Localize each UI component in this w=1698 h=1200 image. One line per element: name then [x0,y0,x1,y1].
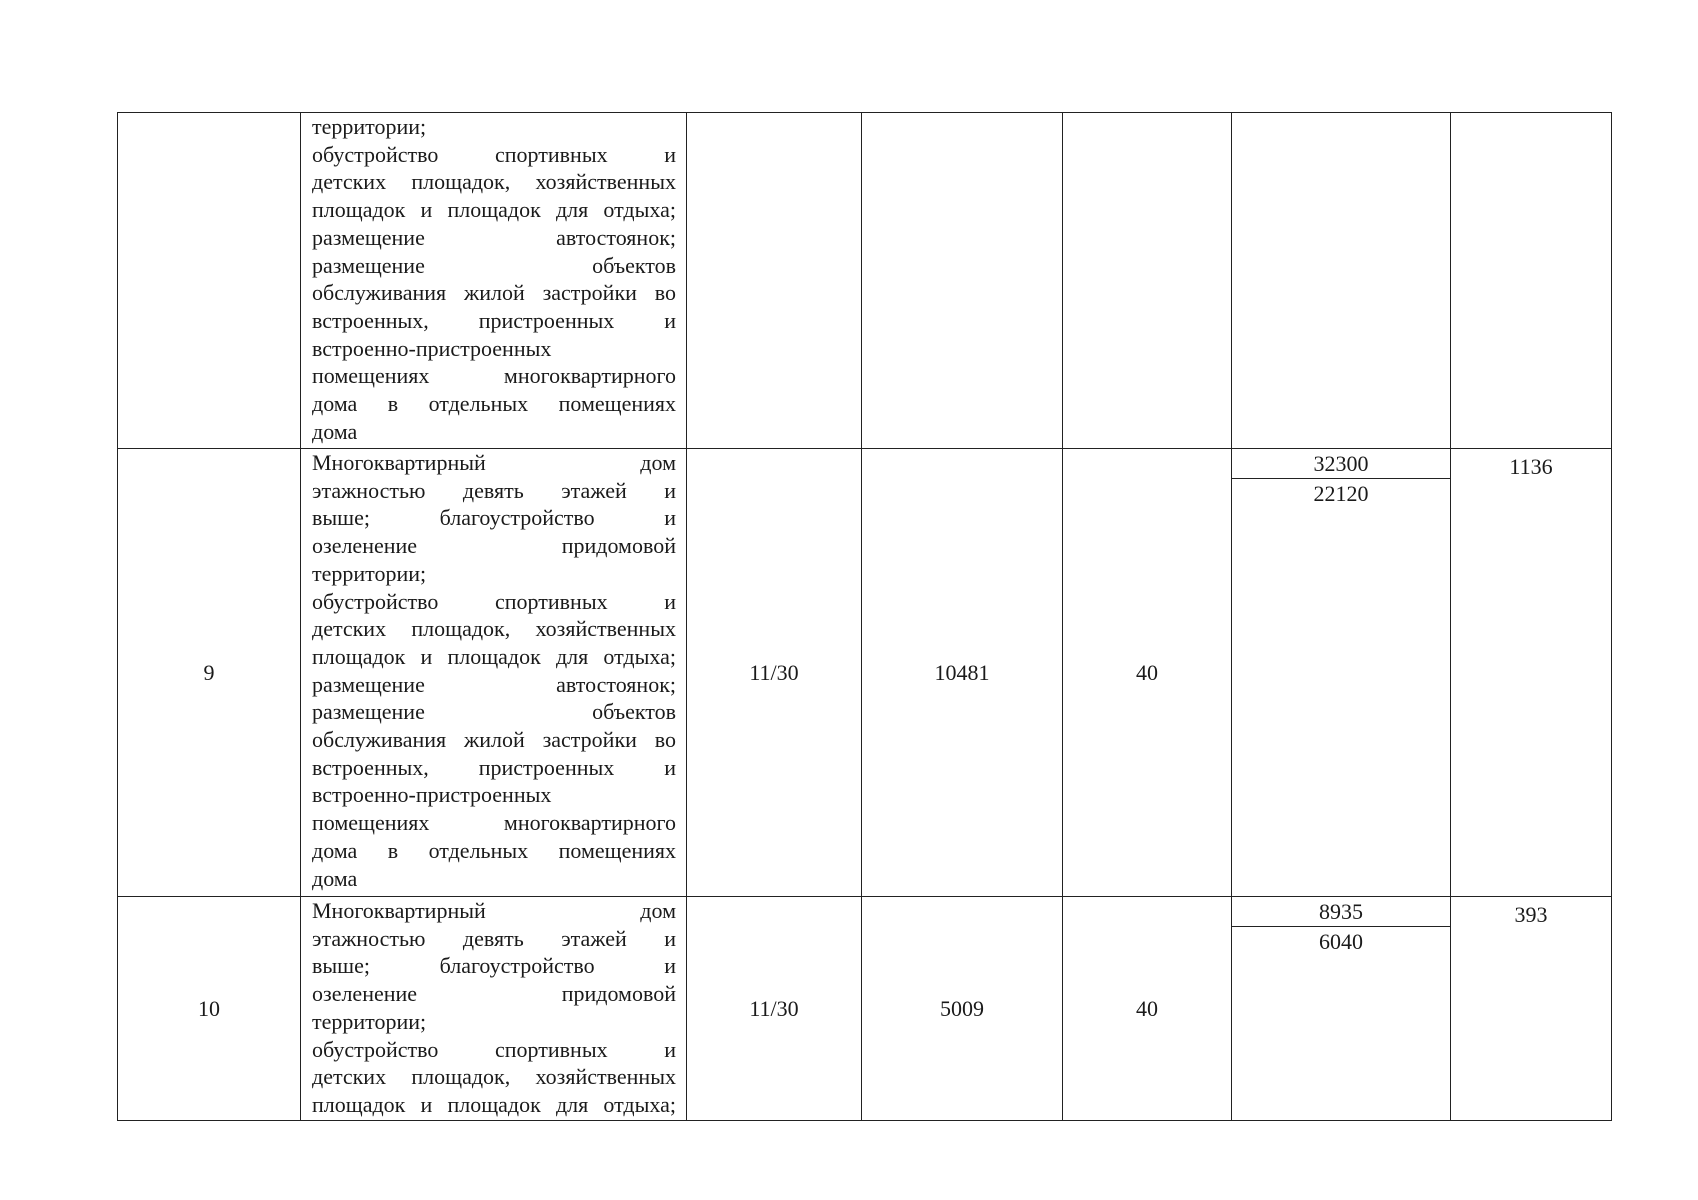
description-line: площадок и площадок для отдыха; [312,1091,676,1117]
floor-area-residential: 22120 [1313,481,1369,506]
description-line: этажностью девять этажей и [312,925,676,951]
residents-value: 393 [1514,902,1548,927]
residents-cell [1451,113,1612,449]
description-line: дома в отдельных помещениях [312,391,676,417]
description-line: территории; [312,560,427,586]
floor-area-total: 8935 [1232,897,1450,927]
description-line: Многоквартирный дом [312,450,676,475]
description-line: встроенно-пристроенных [312,335,552,361]
description-line: дома в отдельных помещениях [312,837,676,863]
floor-area-residential: 6040 [1319,929,1363,954]
floor-area-cell [1232,113,1451,449]
floor-area-total: 32300 [1232,449,1450,479]
description-line: встроенно-пристроенных [312,782,552,808]
table-row [118,113,1612,449]
residents-value: 1136 [1509,454,1553,479]
description-line: обслуживания жилой застройки во [312,727,676,753]
description-line: выше; благоустройство и [312,505,676,531]
floors-cell: 11/30 [687,449,862,897]
floors-cell: 11/30 [687,897,862,1121]
description-line: детских площадок, хозяйственных [312,169,676,195]
description-line: встроенных, пристроенных и [312,307,676,333]
permitted-use-cell [301,449,687,897]
area-cell: 5009 [862,897,1063,1121]
description-line: детских площадок, хозяйственных [312,616,676,642]
description-line: обустройство спортивных и [312,1036,676,1062]
description-line: этажностью девять этажей и [312,477,676,503]
description-line: детских площадок, хозяйственных [312,1064,676,1090]
table-row [118,897,1612,1121]
description-line: обустройство спортивных и [312,588,676,614]
description-line: дома [312,865,358,891]
description-line: обслуживания жилой застройки во [312,280,676,306]
percent-cell: 40 [1063,449,1232,897]
area-cell [862,113,1063,449]
floor-area-cell [1232,897,1451,1121]
area-cell: 10481 [862,449,1063,897]
description-line: территории; [312,114,427,139]
description-line: выше; благоустройство и [312,953,676,979]
description-line: озеленение придомовой [312,533,676,559]
description-line: озеленение придомовой [312,981,676,1007]
description-line: площадок и площадок для отдыха; [312,197,676,223]
description-line: территории; [312,1008,427,1034]
description-line: размещение объектов [312,252,676,278]
floors-cell [687,113,862,449]
description-line: встроенных, пристроенных и [312,754,676,780]
description-line: размещение автостоянок; [312,671,676,697]
description-line: размещение автостоянок; [312,224,676,250]
description-line: помещениях многоквартирного [312,810,676,836]
description-line: дома [312,418,358,444]
description-line: помещениях многоквартирного [312,363,676,389]
description-line: Многоквартирный дом [312,898,676,923]
row-number-cell [118,113,301,449]
floor-area-cell [1232,449,1451,897]
table-row [118,449,1612,897]
percent-cell [1063,113,1232,449]
residents-cell [1451,449,1612,897]
row-number-cell: 9 [118,449,301,897]
description-line: обустройство спортивных и [312,141,676,167]
permitted-use-cell [301,897,687,1121]
description-line: площадок и площадок для отдыха; [312,643,676,669]
permitted-use-cell [301,113,687,449]
residents-cell [1451,897,1612,1121]
percent-cell: 40 [1063,897,1232,1121]
land-plot-table [117,112,1612,1121]
description-line: размещение объектов [312,699,676,725]
row-number-cell: 10 [118,897,301,1121]
